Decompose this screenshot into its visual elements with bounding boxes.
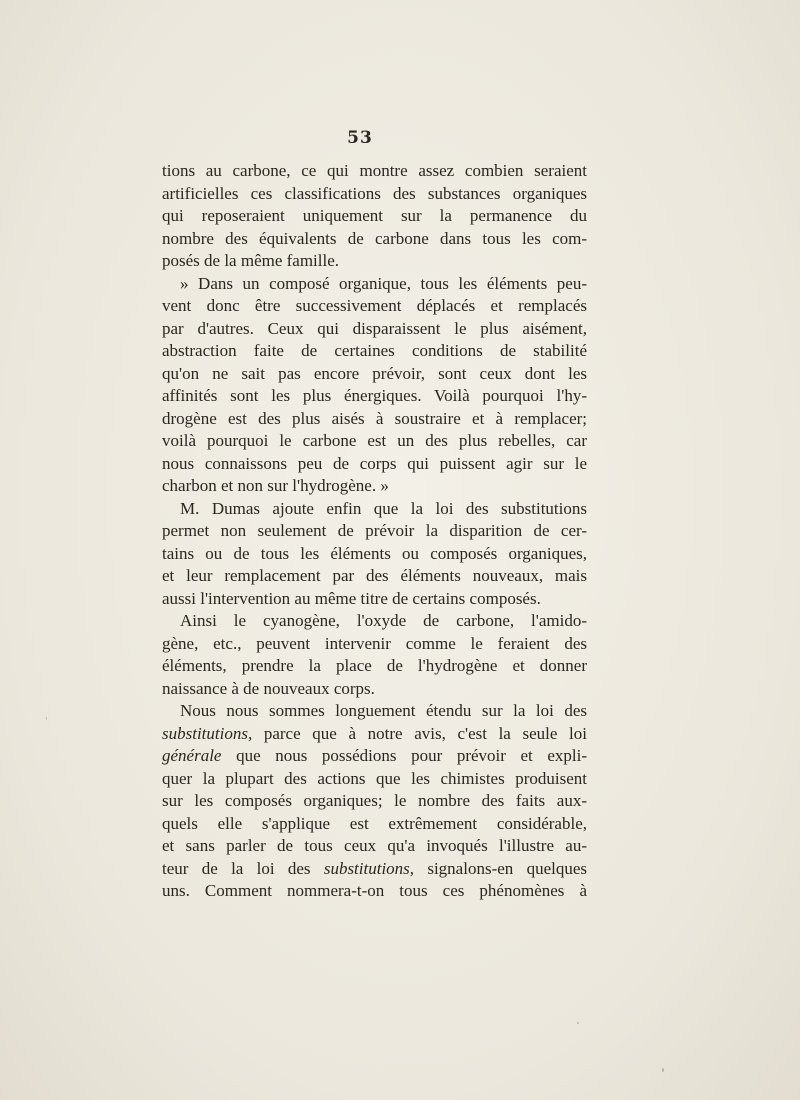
- text-line: nous connaissons peu de corps qui puissent agir sur le: [162, 453, 587, 473]
- text-line: [162, 745, 587, 768]
- paper-speck: [577, 1022, 579, 1024]
- text-line: M. Dumas ajoute enfin que la loi des substitutions: [180, 498, 587, 518]
- text-line: Ainsi le cyanogène, l'oxyde de carbone, l'amido-: [180, 611, 587, 630]
- text-line: [162, 723, 587, 746]
- text-line: artificielles ces classifications des substances organiques: [162, 183, 587, 203]
- text-line: par d'autres. Ceux qui disparaissent le plus aisément,: [162, 318, 587, 338]
- text-line: nombre des équivalents de carbone dans tous les com-: [162, 228, 587, 248]
- text-line: posés de la même famille.: [162, 251, 340, 270]
- text-line: gène, etc., peuvent intervenir comme le feraient des: [162, 633, 587, 653]
- italic-term: générale: [162, 746, 222, 765]
- text-line: charbon et non sur l'hydrogène. »: [162, 476, 389, 495]
- text-segment: que nous possédions pour prévoir et expli-: [221, 746, 587, 765]
- text-line: [162, 858, 587, 881]
- text-line: » Dans un composé organique, tous les éléments peu-: [180, 273, 587, 293]
- italic-term: substitutions,: [323, 858, 415, 878]
- body-text: [162, 160, 587, 903]
- text-segment: parce que à notre avis, c'est la seule loi: [252, 723, 587, 743]
- text-segment: teur de la loi des: [162, 858, 324, 878]
- text-line: quels elle s'applique est extrêmement considérable,: [162, 813, 587, 833]
- paper-speck: [46, 717, 47, 720]
- text-line: tions au carbone, ce qui montre assez combien seraient: [162, 161, 587, 180]
- text-line: Nous nous sommes longuement étendu sur la loi des: [180, 701, 587, 720]
- text-line: qu'on ne sait pas encore prévoir, sont ceux dont les: [162, 363, 587, 383]
- text-line: vent donc être successivement déplacés et remplacés: [162, 296, 587, 315]
- text-line: et leur remplacement par des éléments nouveaux, mais: [162, 566, 587, 585]
- text-line: qui reposeraient uniquement sur la permanence du: [162, 206, 587, 225]
- text-line: sur les composés organiques; le nombre des faits aux-: [162, 791, 587, 810]
- text-line: voilà pourquoi le carbone est un des plus rebelles, car: [162, 431, 587, 450]
- italic-term: substitutions,: [162, 723, 253, 743]
- text-line: drogène est des plus aisés à soustraire et à remplacer;: [162, 408, 587, 428]
- text-line: tains ou de tous les éléments ou composés organiques,: [162, 543, 587, 563]
- text-line: éléments, prendre la place de l'hydrogène et donner: [162, 656, 587, 675]
- text-line: abstraction faite de certaines conditions de stabilité: [162, 341, 587, 360]
- text-line: naissance à de nouveaux corps.: [162, 678, 375, 698]
- text-line: aussi l'intervention au même titre de certains composés.: [162, 588, 541, 608]
- paper-speck: [662, 1068, 664, 1072]
- text-line: uns. Comment nommera-t-on tous ces phénomènes à: [162, 881, 587, 900]
- text-line: affinités sont les plus énergiques. Voilà pourquoi l'hy-: [162, 386, 587, 405]
- text-line: quer la plupart des actions que les chimistes produisent: [162, 768, 587, 788]
- text-line: et sans parler de tous ceux qu'a invoqués l'illustre au-: [162, 836, 587, 855]
- text-segment: signalons-en quelques: [414, 858, 587, 878]
- text-line: permet non seulement de prévoir la disparition de cer-: [162, 521, 587, 540]
- page-number: 53: [347, 128, 373, 148]
